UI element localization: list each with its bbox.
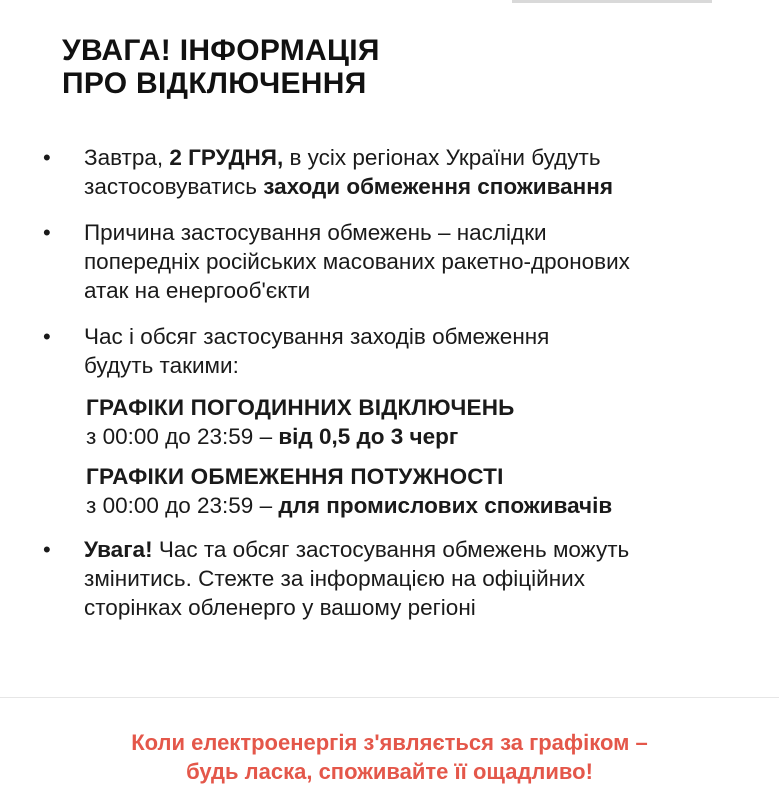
bullet-2-line-3: атак на енергооб'єкти — [84, 278, 311, 303]
bullet-text: в усіх регіонах України будуть — [283, 145, 601, 170]
bullet-3-line-2: будуть такими: — [84, 353, 239, 378]
attention-highlight: Увага! — [84, 537, 153, 562]
info-list — [0, 143, 779, 639]
schedule-power-time — [86, 491, 779, 520]
top-divider — [512, 0, 712, 3]
bullet-text: Завтра, — [84, 145, 170, 170]
scope-highlight: для промислових споживачів — [278, 493, 613, 518]
date-highlight: 2 ГРУДНЯ, — [169, 145, 284, 170]
bullet-text: Час та обсяг застосування обмежень можуть — [152, 537, 630, 562]
bullet-4-line-1 — [84, 535, 779, 564]
title-line-2: ПРО ВІДКЛЮЧЕННЯ — [62, 67, 367, 100]
page-title — [62, 34, 380, 100]
bullet-icon: • — [43, 220, 51, 245]
bullet-icon: • — [43, 145, 51, 170]
bullet-2-line-1: Причина застосування обмежень – наслідки — [84, 220, 547, 245]
bullet-icon: • — [43, 324, 51, 349]
bullet-2-line-2: попередніх російських масованих ракетно-дронових — [84, 249, 630, 274]
title-line-1: УВАГА! ІНФОРМАЦІЯ — [62, 34, 380, 67]
bullet-text: застосовуватись — [84, 174, 264, 199]
list-item — [0, 535, 779, 622]
measures-highlight: заходи обмеження споживання — [263, 174, 613, 199]
schedule-hourly-time — [86, 422, 779, 451]
schedule-hourly-heading: ГРАФІКИ ПОГОДИННИХ ВІДКЛЮЧЕНЬ — [86, 395, 515, 420]
footer-appeal — [0, 728, 779, 786]
time-range: з 00:00 до 23:59 – — [86, 493, 279, 518]
bullet-icon: • — [43, 537, 51, 562]
scope-highlight: від 0,5 до 3 черг — [278, 424, 459, 449]
footer-divider — [0, 697, 779, 698]
bullet-3-line-1: Час і обсяг застосування заходів обмеження — [84, 324, 550, 349]
footer-line-2: будь ласка, споживайте її ощадливо! — [186, 759, 593, 784]
list-item — [0, 322, 779, 380]
list-item — [0, 218, 779, 305]
footer-line-1: Коли електроенергія з'являється за графіком – — [131, 730, 648, 755]
bullet-1-line-2 — [84, 172, 779, 201]
schedule-hourly — [0, 393, 779, 451]
bullet-1-line-1 — [84, 143, 779, 172]
schedule-power-heading: ГРАФІКИ ОБМЕЖЕННЯ ПОТУЖНОСТІ — [86, 464, 504, 489]
bullet-4-line-3: сторінках обленерго у вашому регіоні — [84, 595, 476, 620]
bullet-4-line-2: змінитись. Стежте за інформацією на офіційних — [84, 566, 585, 591]
time-range: з 00:00 до 23:59 – — [86, 424, 279, 449]
schedule-power — [0, 462, 779, 520]
list-item — [0, 143, 779, 201]
